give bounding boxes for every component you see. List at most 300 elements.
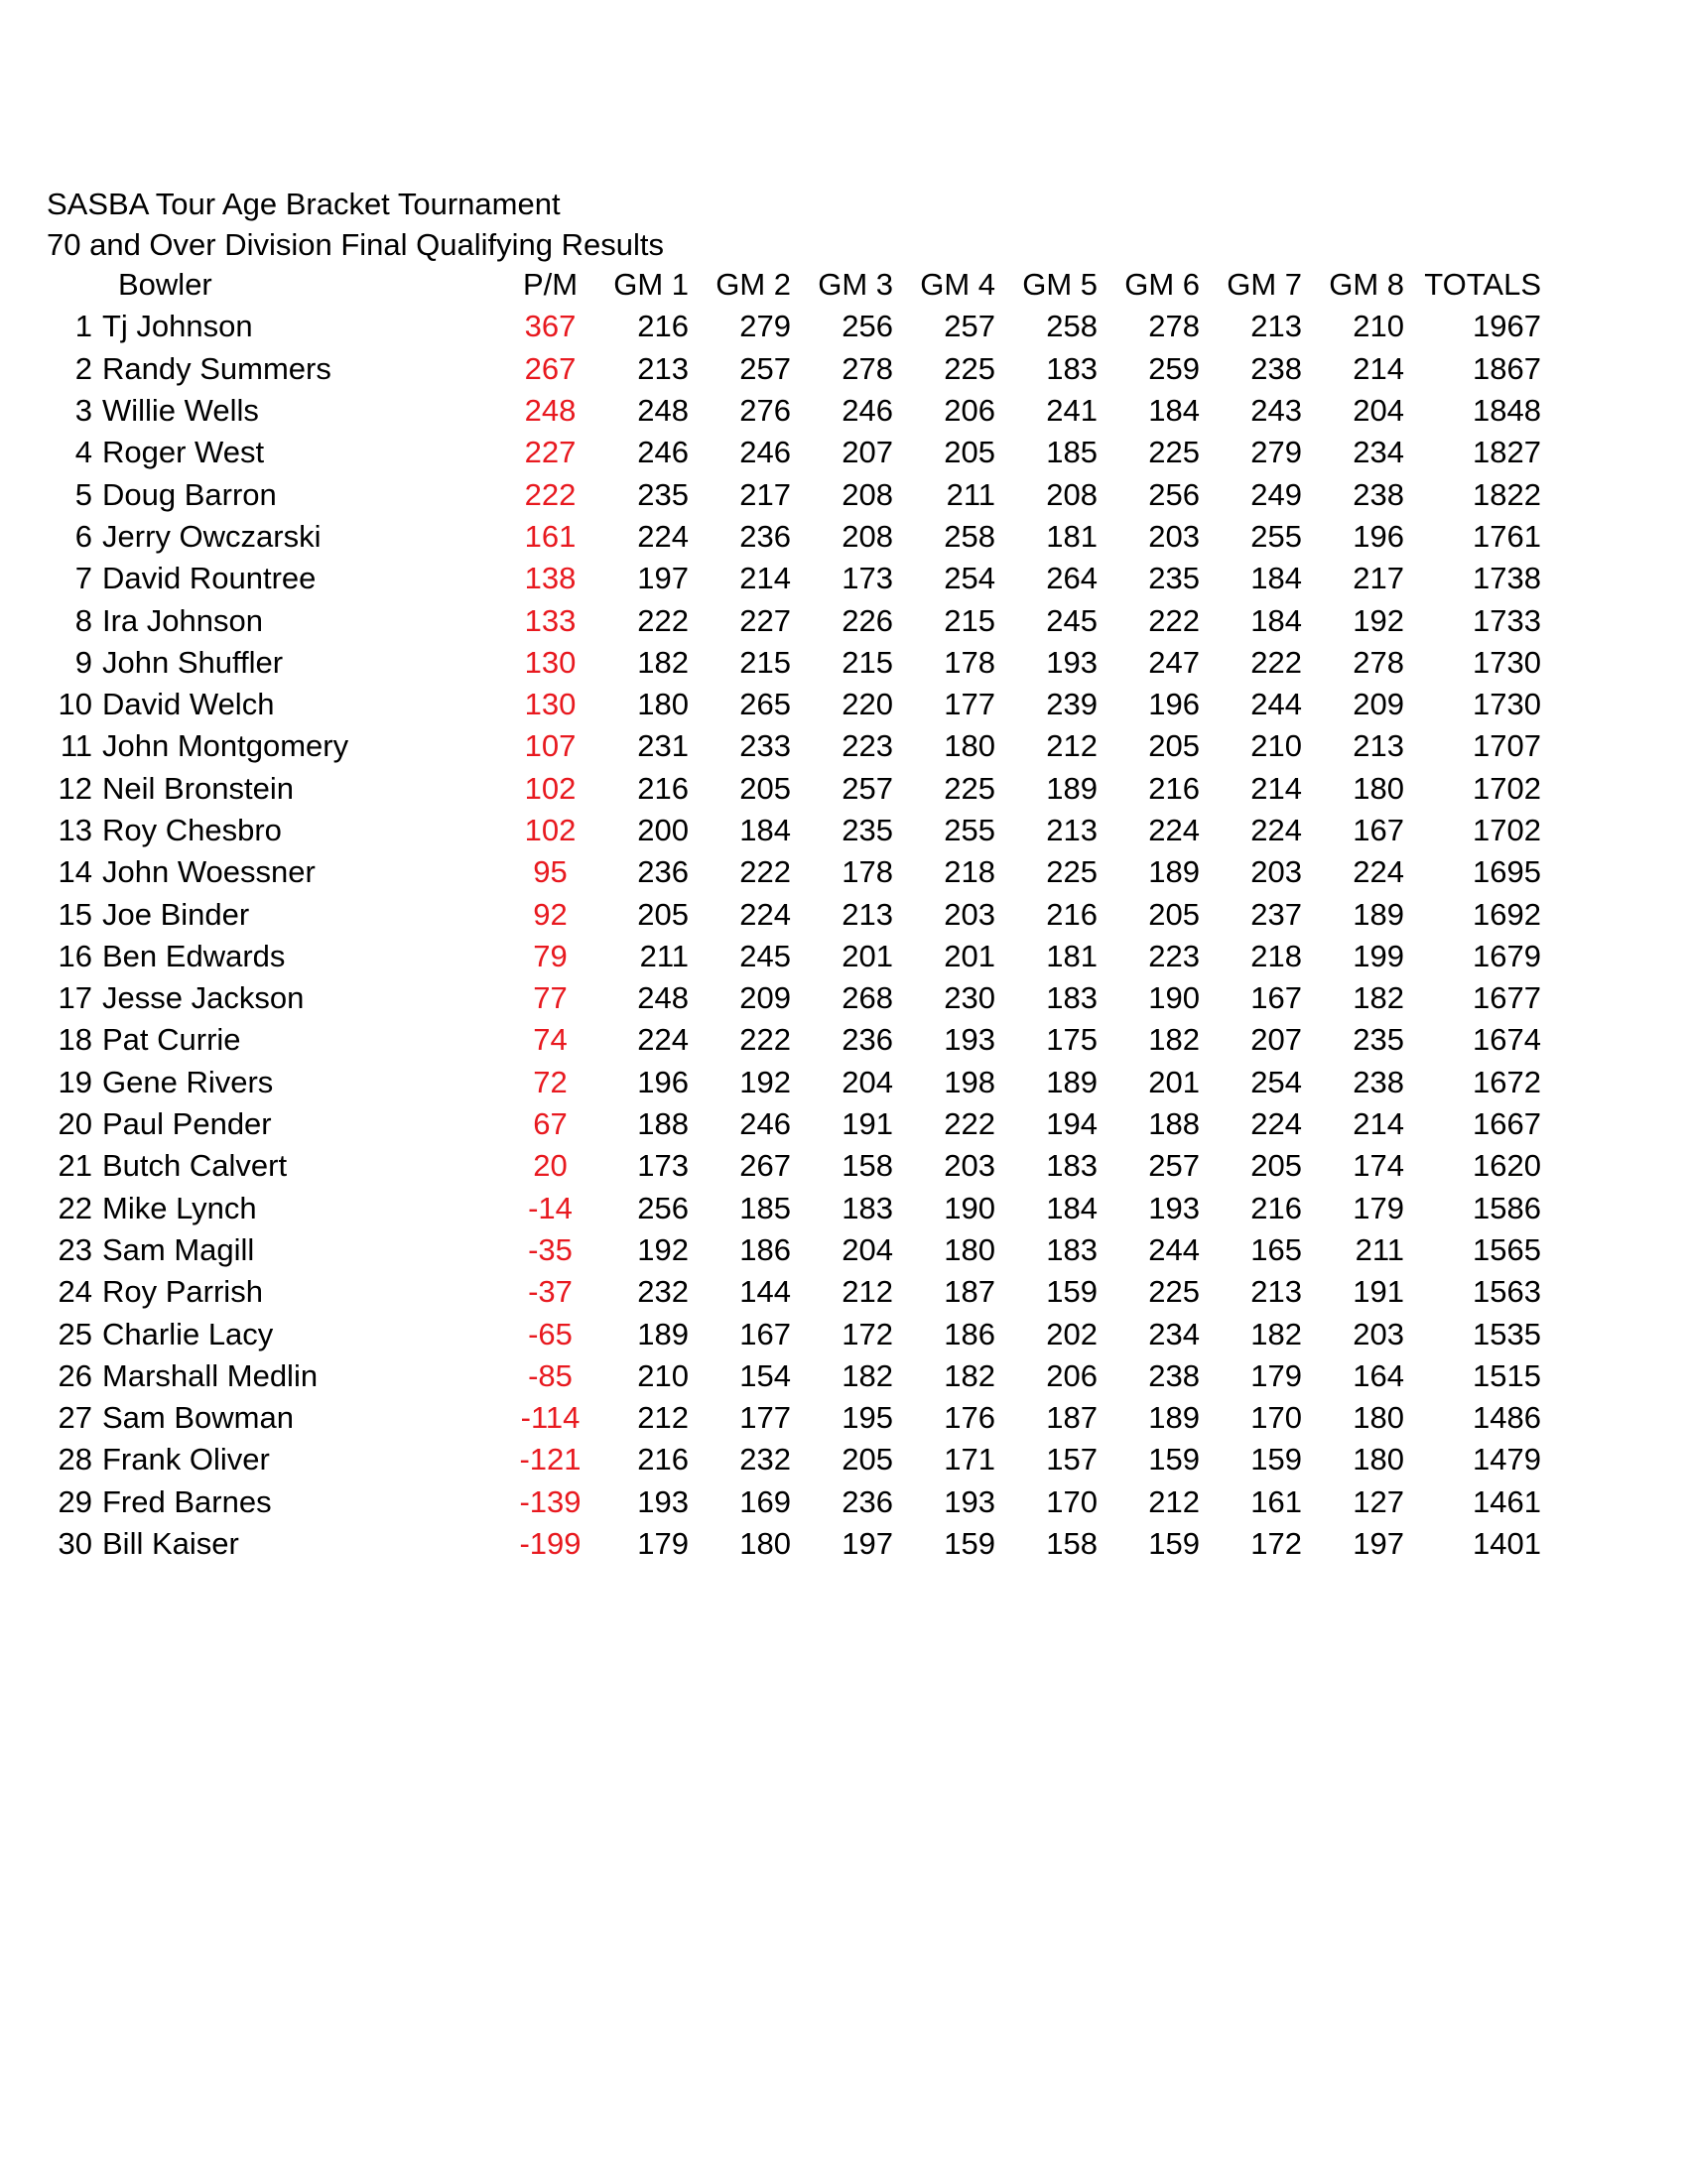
table-row (47, 432, 1545, 473)
table-row (47, 390, 1545, 432)
total-cell: 1515 (1473, 1357, 1541, 1393)
game-6-score-cell: 190 (1148, 980, 1200, 1016)
game-1-score-cell: 216 (637, 309, 689, 344)
table-row (47, 348, 1545, 390)
pm-cell: 222 (524, 476, 577, 512)
game-3-score-cell: 256 (842, 309, 893, 344)
rank-cell: 25 (58, 1316, 92, 1351)
pm-cell: -114 (520, 1400, 581, 1436)
game-8-score-cell: 196 (1353, 518, 1404, 554)
game-4-score-cell: 198 (944, 1064, 995, 1099)
game-2-score-cell: 267 (739, 1148, 791, 1184)
bowler-name-cell: Butch Calvert (102, 1148, 288, 1184)
game-7-score-cell: 244 (1250, 687, 1302, 722)
game-2-score-cell: 246 (739, 1106, 791, 1142)
total-cell: 1672 (1473, 1064, 1541, 1099)
table-row (47, 599, 1545, 641)
bowler-name-cell: Jerry Owczarski (102, 518, 322, 554)
game-2-score-cell: 144 (739, 1274, 791, 1310)
game-1-score-cell: 232 (637, 1274, 689, 1310)
bowler-name-cell: Ira Johnson (102, 602, 263, 638)
game-1-score-cell: 248 (637, 980, 689, 1016)
table-row (47, 1439, 1545, 1480)
game-4-score-cell: 187 (944, 1274, 995, 1310)
pm-cell: 227 (524, 435, 577, 470)
game-3-score-cell: 208 (842, 518, 893, 554)
table-row (47, 1313, 1545, 1354)
game-4-score-cell: 180 (944, 728, 995, 764)
game-6-score-cell: 278 (1148, 309, 1200, 344)
bowler-name-cell: David Welch (102, 687, 275, 722)
game-5-score-cell: 189 (1046, 770, 1098, 806)
game-3-score-cell: 191 (842, 1106, 893, 1142)
game-1-score-cell: 213 (637, 350, 689, 386)
game-5-score-cell: 183 (1046, 1231, 1098, 1267)
total-cell: 1761 (1473, 518, 1541, 554)
game-6-score-cell: 247 (1148, 644, 1200, 680)
bowler-name-cell: Roy Parrish (102, 1274, 263, 1310)
rank-cell: 15 (58, 896, 92, 932)
game-4-score-cell: 206 (944, 393, 995, 429)
bowler-name-cell: Sam Bowman (102, 1400, 294, 1436)
game-3-score-cell: 223 (842, 728, 893, 764)
game-8-score-cell: 224 (1353, 854, 1404, 890)
game-2-score-cell: 154 (739, 1357, 791, 1393)
game-2-score-cell: 233 (739, 728, 791, 764)
game-6-score-cell: 225 (1148, 435, 1200, 470)
game-8-score-cell: 180 (1353, 1442, 1404, 1477)
game-4-score-cell: 255 (944, 813, 995, 847)
game-8-score-cell: 180 (1353, 770, 1404, 806)
bowler-name-cell: David Rountree (102, 561, 317, 596)
game-6-score-cell: 205 (1148, 728, 1200, 764)
game-4-score-cell: 203 (944, 896, 995, 932)
game-7-score-cell: 216 (1250, 1190, 1302, 1225)
rank-cell: 16 (58, 938, 92, 973)
bowler-name-cell: Sam Magill (102, 1231, 255, 1267)
game-4-header: GM 4 (920, 267, 995, 303)
game-5-score-cell: 213 (1046, 813, 1098, 847)
game-6-score-cell: 259 (1148, 350, 1200, 386)
game-3-score-cell: 278 (842, 350, 893, 386)
game-4-score-cell: 178 (944, 644, 995, 680)
game-8-score-cell: 203 (1353, 1316, 1404, 1351)
bowler-header: Bowler (118, 267, 212, 303)
game-1-score-cell: 173 (637, 1148, 689, 1184)
game-5-score-cell: 183 (1046, 1148, 1098, 1184)
pm-cell: 20 (533, 1148, 568, 1184)
table-row (47, 1188, 1545, 1229)
pm-cell: 102 (524, 770, 577, 806)
total-cell: 1702 (1473, 770, 1541, 806)
game-3-score-cell: 207 (842, 435, 893, 470)
pm-cell: 102 (524, 813, 577, 847)
game-7-score-cell: 207 (1250, 1022, 1302, 1058)
game-1-score-cell: 212 (637, 1400, 689, 1436)
game-3-score-cell: 212 (842, 1274, 893, 1310)
total-cell: 1461 (1473, 1483, 1541, 1519)
bowler-name-cell: Bill Kaiser (102, 1526, 239, 1562)
game-7-score-cell: 205 (1250, 1148, 1302, 1184)
totals-header: TOTALS (1424, 267, 1541, 303)
game-1-score-cell: 197 (637, 561, 689, 596)
game-5-score-cell: 206 (1046, 1357, 1098, 1393)
game-4-score-cell: 203 (944, 1148, 995, 1184)
game-2-score-cell: 265 (739, 687, 791, 722)
game-3-score-cell: 213 (842, 896, 893, 932)
game-1-score-cell: 224 (637, 518, 689, 554)
rank-cell: 5 (74, 476, 92, 512)
game-8-score-cell: 199 (1353, 938, 1404, 973)
game-2-score-cell: 222 (739, 854, 791, 890)
bowler-name-cell: John Montgomery (102, 728, 349, 764)
pm-cell: 130 (524, 644, 577, 680)
game-7-score-cell: 167 (1250, 980, 1302, 1016)
rank-cell: 13 (58, 813, 92, 847)
game-1-score-cell: 179 (637, 1526, 689, 1562)
game-6-score-cell: 188 (1148, 1106, 1200, 1142)
table-row (47, 810, 1545, 851)
game-4-score-cell: 180 (944, 1231, 995, 1267)
game-3-score-cell: 197 (842, 1526, 893, 1562)
rank-cell: 27 (58, 1400, 92, 1436)
game-7-score-cell: 179 (1250, 1357, 1302, 1393)
bowler-name-cell: Doug Barron (102, 476, 277, 512)
game-8-score-cell: 210 (1353, 309, 1404, 344)
game-7-header: GM 7 (1227, 267, 1302, 303)
game-4-score-cell: 186 (944, 1316, 995, 1351)
rank-cell: 11 (60, 728, 92, 764)
total-cell: 1677 (1473, 980, 1541, 1016)
game-2-score-cell: 222 (739, 1022, 791, 1058)
game-5-score-cell: 225 (1046, 854, 1098, 890)
game-1-score-cell: 205 (637, 896, 689, 932)
table-row (47, 851, 1545, 893)
game-1-score-cell: 196 (637, 1064, 689, 1099)
game-4-score-cell: 218 (944, 854, 995, 890)
game-7-score-cell: 254 (1250, 1064, 1302, 1099)
bowler-name-cell: Paul Pender (102, 1106, 272, 1142)
game-6-score-cell: 196 (1148, 687, 1200, 722)
game-1-score-cell: 256 (637, 1190, 689, 1225)
game-2-score-cell: 232 (739, 1442, 791, 1477)
game-8-score-cell: 179 (1353, 1190, 1404, 1225)
bowler-name-cell: Marshall Medlin (102, 1357, 319, 1393)
game-3-score-cell: 236 (842, 1483, 893, 1519)
rank-cell: 10 (58, 687, 92, 722)
rank-cell: 4 (74, 435, 92, 470)
bowler-name-cell: Roger West (102, 435, 265, 470)
game-3-score-cell: 182 (842, 1357, 893, 1393)
game-6-score-cell: 189 (1148, 854, 1200, 890)
bowler-name-cell: Frank Oliver (102, 1442, 270, 1477)
game-3-score-cell: 204 (842, 1231, 893, 1267)
pm-cell: -199 (519, 1526, 582, 1562)
game-4-score-cell: 176 (944, 1400, 995, 1436)
total-cell: 1707 (1473, 728, 1541, 764)
total-cell: 1867 (1473, 350, 1541, 386)
game-2-score-cell: 257 (739, 350, 791, 386)
game-5-score-cell: 158 (1046, 1526, 1098, 1562)
game-6-score-cell: 193 (1148, 1190, 1200, 1225)
game-4-score-cell: 193 (944, 1022, 995, 1058)
total-cell: 1479 (1473, 1442, 1541, 1477)
game-6-score-cell: 238 (1148, 1357, 1200, 1393)
pm-cell: 74 (533, 1022, 568, 1058)
pm-cell: 107 (524, 728, 577, 764)
game-3-score-cell: 220 (842, 687, 893, 722)
game-8-score-cell: 197 (1353, 1526, 1404, 1562)
game-4-score-cell: 230 (944, 980, 995, 1016)
game-4-score-cell: 193 (944, 1483, 995, 1519)
game-7-score-cell: 161 (1250, 1483, 1302, 1519)
game-7-score-cell: 184 (1250, 561, 1302, 596)
rank-cell: 8 (74, 602, 92, 638)
total-cell: 1848 (1473, 393, 1541, 429)
game-4-score-cell: 222 (944, 1106, 995, 1142)
game-8-score-cell: 127 (1353, 1483, 1404, 1519)
game-5-score-cell: 175 (1046, 1022, 1098, 1058)
game-1-score-cell: 216 (637, 770, 689, 806)
rank-cell: 7 (74, 561, 92, 596)
game-5-score-cell: 185 (1046, 435, 1098, 470)
game-1-score-cell: 188 (637, 1106, 689, 1142)
game-4-score-cell: 177 (944, 687, 995, 722)
game-5-score-cell: 193 (1046, 644, 1098, 680)
game-3-score-cell: 178 (842, 854, 893, 890)
game-2-score-cell: 224 (739, 896, 791, 932)
pm-header: P/M (522, 267, 579, 303)
pm-cell: 77 (533, 980, 568, 1016)
game-7-score-cell: 237 (1250, 896, 1302, 932)
game-5-score-cell: 181 (1046, 938, 1098, 973)
game-6-score-cell: 222 (1148, 602, 1200, 638)
rank-cell: 2 (74, 350, 92, 386)
total-cell: 1674 (1473, 1022, 1541, 1058)
game-8-score-cell: 182 (1353, 980, 1404, 1016)
game-7-score-cell: 238 (1250, 350, 1302, 386)
total-cell: 1486 (1473, 1400, 1541, 1436)
bowler-name-cell: Jesse Jackson (102, 980, 305, 1016)
document-title: SASBA Tour Age Bracket Tournament (47, 187, 561, 221)
game-6-score-cell: 205 (1148, 896, 1200, 932)
game-5-score-cell: 184 (1046, 1190, 1098, 1225)
game-6-score-cell: 184 (1148, 393, 1200, 429)
game-4-score-cell: 258 (944, 518, 995, 554)
bowler-name-cell: Tj Johnson (102, 309, 253, 344)
game-3-score-cell: 235 (842, 813, 893, 847)
bowler-name-cell: Willie Wells (102, 393, 259, 429)
total-cell: 1822 (1473, 476, 1541, 512)
bowler-name-cell: Roy Chesbro (102, 813, 282, 847)
game-1-score-cell: 192 (637, 1231, 689, 1267)
game-5-score-cell: 181 (1046, 518, 1098, 554)
game-2-score-cell: 167 (739, 1316, 791, 1351)
document-subtitle: 70 and Over Division Final Qualifying Results (47, 227, 664, 262)
game-6-score-cell: 224 (1148, 813, 1200, 847)
table-header-row (47, 264, 1545, 306)
game-8-score-cell: 192 (1353, 602, 1404, 638)
game-6-header: GM 6 (1124, 267, 1200, 303)
game-5-header: GM 5 (1022, 267, 1098, 303)
game-5-score-cell: 187 (1046, 1400, 1098, 1436)
bowler-name-cell: John Shuffler (102, 644, 284, 680)
game-2-score-cell: 215 (739, 644, 791, 680)
game-6-score-cell: 201 (1148, 1064, 1200, 1099)
game-8-score-cell: 217 (1353, 561, 1404, 596)
game-5-score-cell: 170 (1046, 1483, 1098, 1519)
rank-cell: 14 (58, 854, 92, 890)
rank-cell: 18 (58, 1022, 92, 1058)
game-7-score-cell: 159 (1250, 1442, 1302, 1477)
game-4-score-cell: 201 (944, 938, 995, 973)
game-7-score-cell: 214 (1250, 770, 1302, 806)
game-7-score-cell: 165 (1250, 1231, 1302, 1267)
game-5-score-cell: 183 (1046, 350, 1098, 386)
total-cell: 1827 (1473, 435, 1541, 470)
rank-cell: 19 (58, 1064, 92, 1099)
game-6-score-cell: 235 (1148, 561, 1200, 596)
game-1-score-cell: 236 (637, 854, 689, 890)
game-1-score-cell: 222 (637, 602, 689, 638)
bowler-name-cell: Pat Currie (102, 1022, 241, 1058)
game-7-score-cell: 184 (1250, 602, 1302, 638)
rank-header (47, 264, 102, 306)
game-1-score-cell: 210 (637, 1357, 689, 1393)
game-8-score-cell: 213 (1353, 728, 1404, 764)
total-cell: 1695 (1473, 854, 1541, 890)
game-2-header: GM 2 (715, 267, 791, 303)
game-8-score-cell: 191 (1353, 1274, 1404, 1310)
game-4-score-cell: 225 (944, 350, 995, 386)
game-8-score-cell: 214 (1353, 350, 1404, 386)
game-7-score-cell: 243 (1250, 393, 1302, 429)
rank-cell: 21 (58, 1148, 92, 1184)
total-cell: 1730 (1473, 644, 1541, 680)
game-8-score-cell: 235 (1353, 1022, 1404, 1058)
game-3-score-cell: 268 (842, 980, 893, 1016)
table-row (47, 1103, 1545, 1145)
game-7-score-cell: 222 (1250, 644, 1302, 680)
game-8-score-cell: 164 (1353, 1357, 1404, 1393)
table-row (47, 516, 1545, 558)
total-cell: 1565 (1473, 1231, 1541, 1267)
game-6-score-cell: 223 (1148, 938, 1200, 973)
bowler-name-cell: Charlie Lacy (102, 1316, 274, 1351)
pm-cell: -121 (519, 1442, 582, 1477)
game-3-score-cell: 158 (842, 1148, 893, 1184)
game-2-score-cell: 192 (739, 1064, 791, 1099)
game-5-score-cell: 245 (1046, 602, 1098, 638)
game-8-score-cell: 180 (1353, 1400, 1404, 1436)
game-8-score-cell: 238 (1353, 1064, 1404, 1099)
results-body (47, 306, 1545, 1565)
rank-cell: 30 (58, 1526, 92, 1562)
game-1-score-cell: 189 (637, 1316, 689, 1351)
game-1-score-cell: 248 (637, 393, 689, 429)
game-7-score-cell: 279 (1250, 435, 1302, 470)
game-5-score-cell: 212 (1046, 728, 1098, 764)
game-7-score-cell: 224 (1250, 813, 1302, 847)
table-row (47, 1145, 1545, 1187)
rank-cell: 29 (58, 1483, 92, 1519)
game-4-score-cell: 257 (944, 309, 995, 344)
rank-cell: 28 (58, 1442, 92, 1477)
game-7-score-cell: 203 (1250, 854, 1302, 890)
game-3-score-cell: 257 (842, 770, 893, 806)
table-row (47, 768, 1545, 810)
pm-cell: -139 (519, 1483, 582, 1519)
game-3-score-cell: 172 (842, 1316, 893, 1351)
rank-cell: 9 (74, 644, 92, 680)
total-cell: 1586 (1473, 1190, 1541, 1225)
game-6-score-cell: 257 (1148, 1148, 1200, 1184)
game-2-score-cell: 246 (739, 435, 791, 470)
game-1-score-cell: 246 (637, 435, 689, 470)
game-7-score-cell: 218 (1250, 938, 1302, 973)
total-cell: 1401 (1473, 1526, 1541, 1562)
game-2-score-cell: 209 (739, 980, 791, 1016)
total-cell: 1738 (1473, 561, 1541, 596)
pm-cell: -35 (528, 1231, 573, 1267)
game-3-score-cell: 195 (842, 1400, 893, 1436)
game-7-score-cell: 172 (1250, 1526, 1302, 1562)
pm-cell: -85 (528, 1357, 573, 1393)
game-4-score-cell: 159 (944, 1526, 995, 1562)
table-row (47, 725, 1545, 767)
game-2-score-cell: 214 (739, 561, 791, 596)
game-7-score-cell: 213 (1250, 309, 1302, 344)
bowler-name-cell: Joe Binder (102, 896, 250, 932)
game-3-header: GM 3 (818, 267, 893, 303)
pm-cell: 138 (524, 561, 577, 596)
game-3-score-cell: 173 (842, 561, 893, 596)
game-8-score-cell: 238 (1353, 476, 1404, 512)
bowler-name-cell: Fred Barnes (102, 1483, 272, 1519)
game-6-score-cell: 182 (1148, 1022, 1200, 1058)
total-cell: 1692 (1473, 896, 1541, 932)
game-8-score-cell: 234 (1353, 435, 1404, 470)
pm-cell: -37 (528, 1274, 573, 1310)
game-7-score-cell: 224 (1250, 1106, 1302, 1142)
game-8-score-cell: 204 (1353, 393, 1404, 429)
total-cell: 1679 (1473, 938, 1541, 973)
game-8-score-cell: 209 (1353, 687, 1404, 722)
bowler-name-cell: Gene Rivers (102, 1064, 274, 1099)
game-4-score-cell: 215 (944, 602, 995, 638)
game-2-score-cell: 180 (739, 1526, 791, 1562)
game-3-score-cell: 208 (842, 476, 893, 512)
pm-cell: 92 (533, 896, 568, 932)
game-8-score-cell: 214 (1353, 1106, 1404, 1142)
game-7-score-cell: 213 (1250, 1274, 1302, 1310)
game-5-score-cell: 258 (1046, 309, 1098, 344)
pm-cell: 67 (533, 1106, 568, 1142)
bowler-name-cell: John Woessner (102, 854, 316, 890)
table-row (47, 1523, 1545, 1565)
game-3-score-cell: 201 (842, 938, 893, 973)
rank-cell: 24 (58, 1274, 92, 1310)
game-1-score-cell: 235 (637, 476, 689, 512)
total-cell: 1967 (1473, 309, 1541, 344)
game-7-score-cell: 210 (1250, 728, 1302, 764)
game-8-score-cell: 278 (1353, 644, 1404, 680)
game-5-score-cell: 241 (1046, 393, 1098, 429)
bowler-name-cell: Randy Summers (102, 350, 331, 386)
game-6-score-cell: 234 (1148, 1316, 1200, 1351)
game-7-score-cell: 182 (1250, 1316, 1302, 1351)
table-row (47, 642, 1545, 684)
